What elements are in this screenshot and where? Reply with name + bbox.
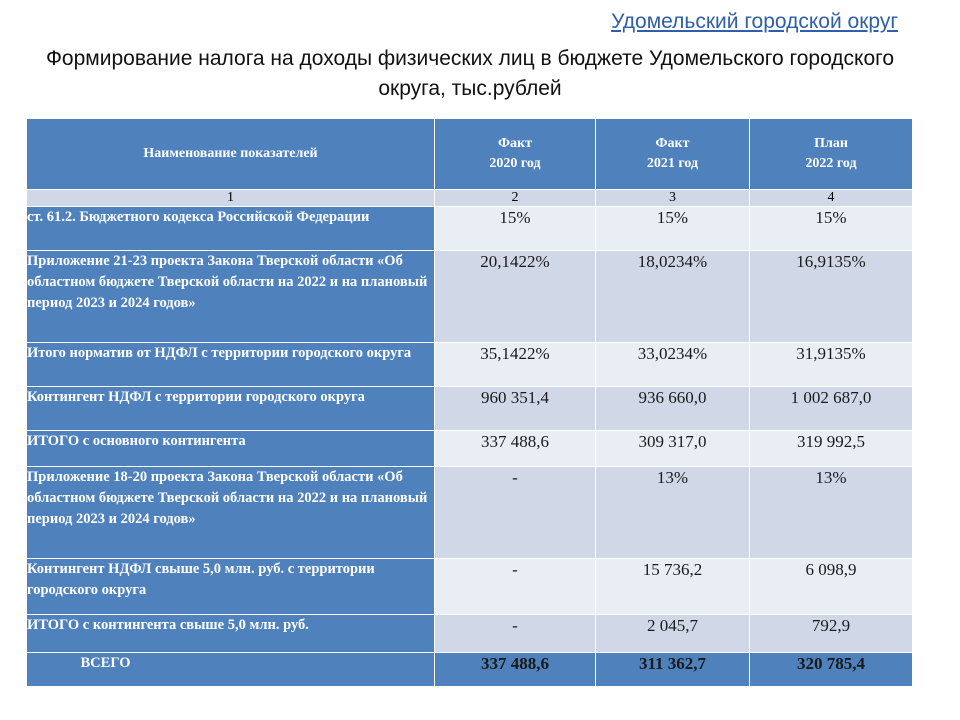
row-label: Контингент НДФЛ с территории городского округа	[27, 387, 435, 431]
column-header-plan-2022: План 2022 год	[750, 119, 913, 190]
row-label: Итого норматив от НДФЛ с территории городского округа	[27, 343, 435, 387]
table-row	[27, 387, 913, 431]
ndfl-table	[26, 118, 913, 687]
cell-value: 20,1422%	[435, 251, 596, 343]
column-number: 3	[596, 190, 750, 207]
total-row	[27, 653, 913, 687]
column-number: 1	[27, 190, 435, 207]
row-label: Приложение 18-20 проекта Закона Тверской области «Об областном бюджете Тверской области на 2022 и на плановый период 2023 и 2024 годов»	[27, 467, 435, 559]
cell-value: 15%	[596, 207, 750, 251]
table-row	[27, 615, 913, 653]
table-row	[27, 467, 913, 559]
table-header-row	[27, 119, 913, 190]
cell-value: 337 488,6	[435, 431, 596, 467]
cell-value: 33,0234%	[596, 343, 750, 387]
row-label: Контингент НДФЛ свыше 5,0 млн. руб. с территории городского округа	[27, 559, 435, 615]
table-row	[27, 431, 913, 467]
cell-value: 18,0234%	[596, 251, 750, 343]
column-number: 4	[750, 190, 913, 207]
cell-value: 16,9135%	[750, 251, 913, 343]
cell-value: -	[435, 615, 596, 653]
cell-value: 319 992,5	[750, 431, 913, 467]
column-header-indicator: Наименование показателей	[27, 119, 435, 190]
row-label: ИТОГО с контингента свыше 5,0 млн. руб.	[27, 615, 435, 653]
cell-value: 960 351,4	[435, 387, 596, 431]
page-title: Формирование налога на доходы физических лиц в бюджете Удомельского городского округа, тыс.рублей	[45, 47, 895, 100]
column-number: 2	[435, 190, 596, 207]
cell-value: 13%	[750, 467, 913, 559]
column-header-fact-2020: Факт 2020 год	[435, 119, 596, 190]
table-row	[27, 207, 913, 251]
cell-value: 1 002 687,0	[750, 387, 913, 431]
table-row	[27, 251, 913, 343]
total-label: ВСЕГО	[27, 653, 435, 687]
row-label: Приложение 21-23 проекта Закона Тверской области «Об областном бюджете Тверской области на 2022 и на плановый период 2023 и 2024 годов»	[27, 251, 435, 343]
table-row	[27, 559, 913, 615]
cell-value: -	[435, 559, 596, 615]
row-label: ст. 61.2. Бюджетного кодекса Российской Федерации	[27, 207, 435, 251]
cell-value: 309 317,0	[596, 431, 750, 467]
cell-value: 35,1422%	[435, 343, 596, 387]
cell-value: 15%	[435, 207, 596, 251]
cell-value: 15%	[750, 207, 913, 251]
total-value: 337 488,6	[435, 653, 596, 687]
cell-value: 13%	[596, 467, 750, 559]
row-label: ИТОГО с основного контингента	[27, 431, 435, 467]
cell-value: 792,9	[750, 615, 913, 653]
total-value: 311 362,7	[596, 653, 750, 687]
total-value: 320 785,4	[750, 653, 913, 687]
cell-value: 2 045,7	[596, 615, 750, 653]
cell-value: 6 098,9	[750, 559, 913, 615]
table-row	[27, 343, 913, 387]
column-number-row	[27, 190, 913, 207]
column-header-fact-2021: Факт 2021 год	[596, 119, 750, 190]
cell-value: 31,9135%	[750, 343, 913, 387]
cell-value: -	[435, 467, 596, 559]
cell-value: 15 736,2	[596, 559, 750, 615]
cell-value: 936 660,0	[596, 387, 750, 431]
org-name-link[interactable]: Удомельский городской округ	[611, 10, 898, 33]
